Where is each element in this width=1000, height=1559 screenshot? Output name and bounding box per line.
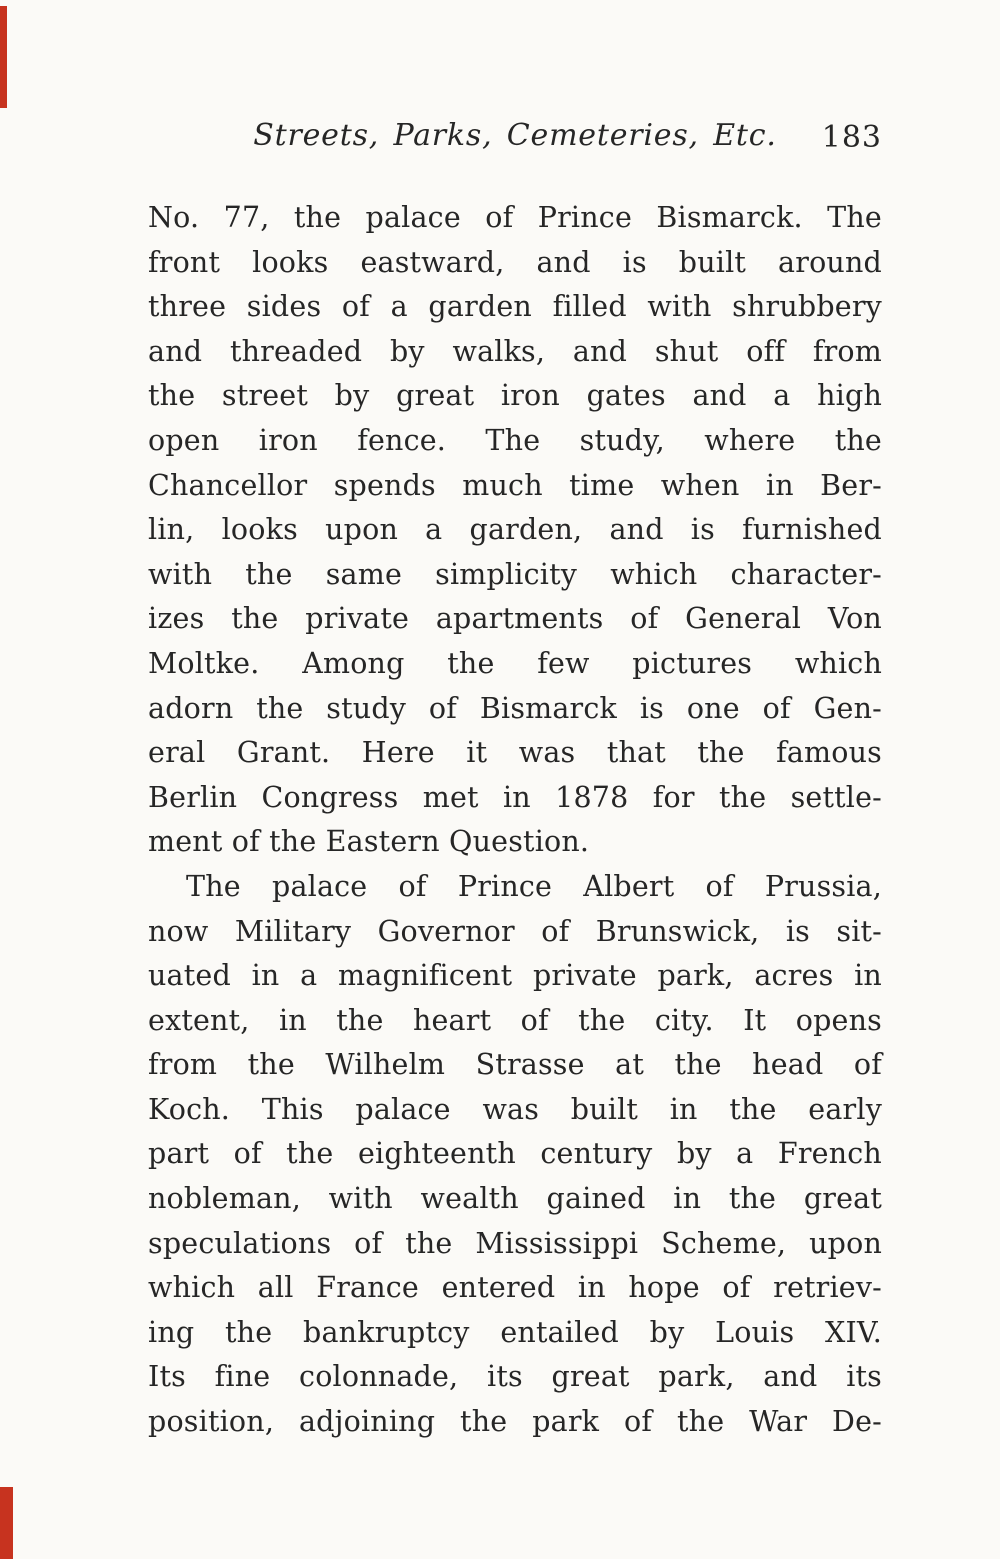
text-line: and threaded by walks, and shut off from <box>148 334 882 368</box>
text-line: nobleman, with wealth gained in the great <box>148 1182 882 1216</box>
text-line: ing the bankruptcy entailed by Louis XIV. <box>148 1315 882 1349</box>
text-line: No. 77, the palace of Prince Bismarck. The <box>148 201 882 234</box>
scan-artifact-top <box>0 6 7 108</box>
page-text <box>148 196 882 1445</box>
text-line: now Military Governor of Brunswick, is sit- <box>148 914 882 948</box>
header-title: Streets, Parks, Cemeteries, Etc. <box>253 118 777 153</box>
text-line: speculations of the Mississippi Scheme, upon <box>148 1226 882 1260</box>
text-line: Berlin Congress met in 1878 for the settle- <box>148 780 882 814</box>
text-line: Koch. This palace was built in the early <box>148 1092 882 1126</box>
text-line: front looks eastward, and is built around <box>148 245 882 279</box>
text-line: position, adjoining the park of the War De- <box>148 1405 882 1439</box>
text-line: izes the private apartments of General Von <box>148 602 882 636</box>
text-line: ment of the Eastern Question. <box>148 825 590 859</box>
text-line: the street by great iron gates and a high <box>148 379 882 413</box>
text-line: lin, looks upon a garden, and is furnished <box>148 513 882 547</box>
text-line: Its fine colonnade, its great park, and its <box>148 1360 882 1394</box>
text-line: Chancellor spends much time when in Ber- <box>148 468 882 502</box>
text-line: three sides of a garden filled with shrubbery <box>148 290 882 324</box>
text-line: The palace of Prince Albert of Prussia, <box>186 869 882 903</box>
text-line: eral Grant. Here it was that the famous <box>148 736 882 770</box>
scan-artifact-bottom <box>0 1487 13 1559</box>
text-line: Moltke. Among the few pictures which <box>148 646 882 680</box>
text-line: which all France entered in hope of retriev- <box>148 1271 882 1305</box>
text-line: part of the eighteenth century by a French <box>148 1137 882 1171</box>
text-line: uated in a magnificent private park, acres in <box>148 959 882 993</box>
text-line: from the Wilhelm Strasse at the head of <box>148 1048 882 1082</box>
text-line: open iron fence. The study, where the <box>148 423 882 457</box>
text-line: with the same simplicity which character- <box>148 557 882 591</box>
text-line: adorn the study of Bismarck is one of Gen- <box>148 691 882 725</box>
text-line: extent, in the heart of the city. It opens <box>148 1003 882 1037</box>
running-header <box>148 118 882 162</box>
page-number: 183 <box>821 120 882 155</box>
